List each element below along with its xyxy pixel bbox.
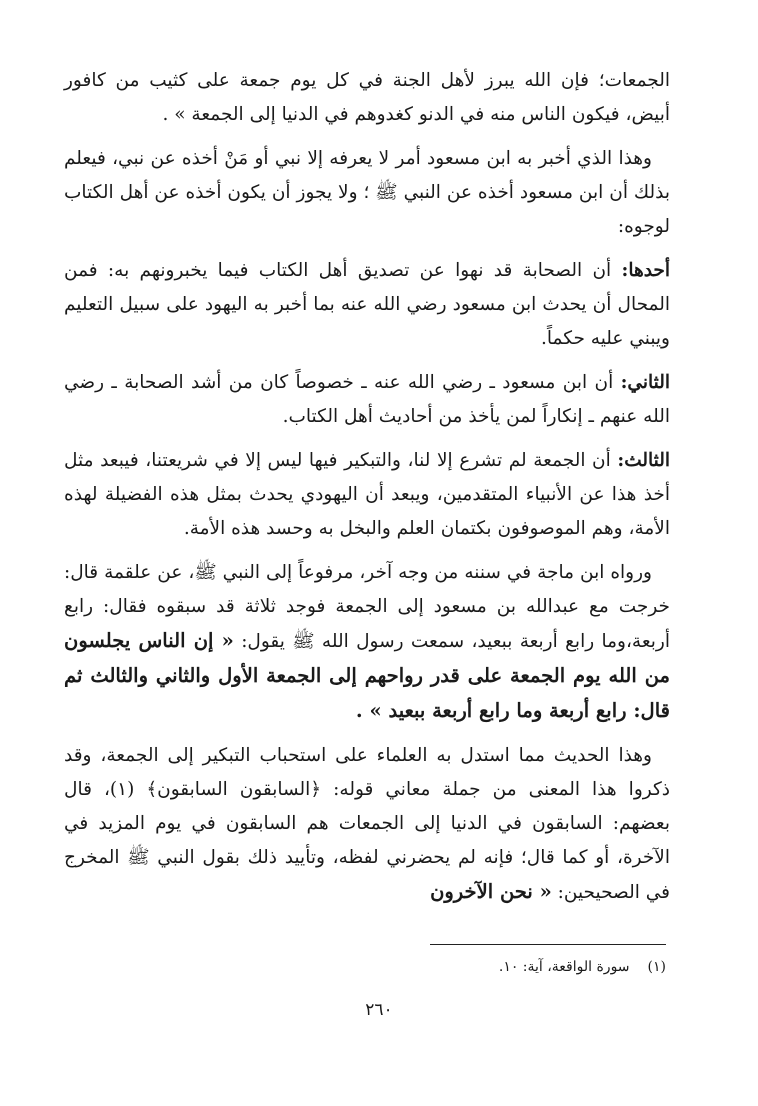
paragraph-ibn-majah <box>64 556 670 729</box>
footnote <box>499 956 666 978</box>
paragraph-tabkir <box>64 739 670 910</box>
page-number: ٢٦٠ <box>365 1000 393 1020</box>
paragraph-lead: الثالث: <box>617 450 670 471</box>
paragraph-text: ورواه ابن ماجة في سننه من وجه آخر، مرفوعاً إلى النبي ﷺ، عن علقمة قال: خرجت مع عبدالله بن مسعود إلى الجمعة فوجد ثلاثة قد سبقوه فقال: رابع أربعة،وما رابع أربعة ببعيد، سمعت رسول الله ﷺ يقول: <box>64 562 670 652</box>
paragraph-text: أن الصحابة قد نهوا عن تصديق أهل الكتاب فيما يخبرونهم به: فمن المحال أن يحدث ابن مسعود رضي الله عنه بما أخبر به اليهود على سبيل التعليم ويبني عليه حكماً. <box>64 260 670 349</box>
paragraph-text: أن ابن مسعود ـ رضي الله عنه ـ خصوصاً كان من أشد الصحابة ـ رضي الله عنهم ـ إنكاراً لمن يأخذ من أحاديث أهل الكتاب. <box>64 372 670 427</box>
paragraph-text: وهذا الذي أخبر به ابن مسعود أمر لا يعرفه إلا نبي أو مَنْ أخذه عن نبي، فيعلم بذلك أن ابن مسعود أخذه عن النبي ﷺ ؛ ولا يجوز أن يكون أخذه عن أهل الكتاب لوجوه: <box>64 148 670 237</box>
paragraph-lead: الثاني: <box>620 372 670 393</box>
hadith-quote: « نحن الآخرون <box>430 880 552 903</box>
footnote-number: (١) <box>647 959 666 975</box>
paragraph-first-reason <box>64 254 670 356</box>
paragraph-ibn-masud <box>64 142 670 244</box>
paragraph-text: وهذا الحديث مما استدل به العلماء على استحباب التبكير إلى الجمعة، وقد ذكروا هذا المعنى من جملة معاني قوله: ﴿السابقون السابقون﴾ (١)، قال بعضهم: السابقون في الدنيا إلى الجمعات هم السابقون في يوم المزيد في الآخرة، أو كما قال؛ فإنه لم يحضرني لفظه، وتأييد ذلك بقول النبي ﷺ المخرج في الصحيحين: <box>64 745 671 903</box>
page-body <box>64 64 670 920</box>
footnote-text: سورة الواقعة، آية: ١٠. <box>498 959 630 975</box>
paragraph-text: أن الجمعة لم تشرع إلا لنا، والتبكير فيها ليس إلا في شريعتنا، فيبعد مثل أخذ هذا عن الأنبياء المتقدمين، ويبعد أن اليهودي يحدث بمثل هذه الفضيلة لهذه الأمة، وهم الموصوفون بكتمان العلم والبخل به وحسد هذه الأمة. <box>64 450 670 539</box>
paragraph-lead: أحدها: <box>621 260 670 281</box>
hadith-quote: « إن الناس يجلسون من الله يوم الجمعة على قدر رواحهم إلى الجمعة الأول والثاني والثالث ثم قال: رابع أربعة وما رابع أربعة ببعيد » . <box>64 629 670 722</box>
footnote-divider <box>430 944 666 945</box>
paragraph-text: الجمعات؛ فإن الله يبرز لأهل الجنة في كل يوم جمعة على كثيب من كافور أبيض، فيكون الناس منه في الدنو كغدوهم في الدنيا إلى الجمعة » . <box>64 70 670 125</box>
paragraph-third-reason <box>64 444 670 546</box>
paragraph-continuation <box>64 64 670 132</box>
paragraph-second-reason <box>64 366 670 434</box>
